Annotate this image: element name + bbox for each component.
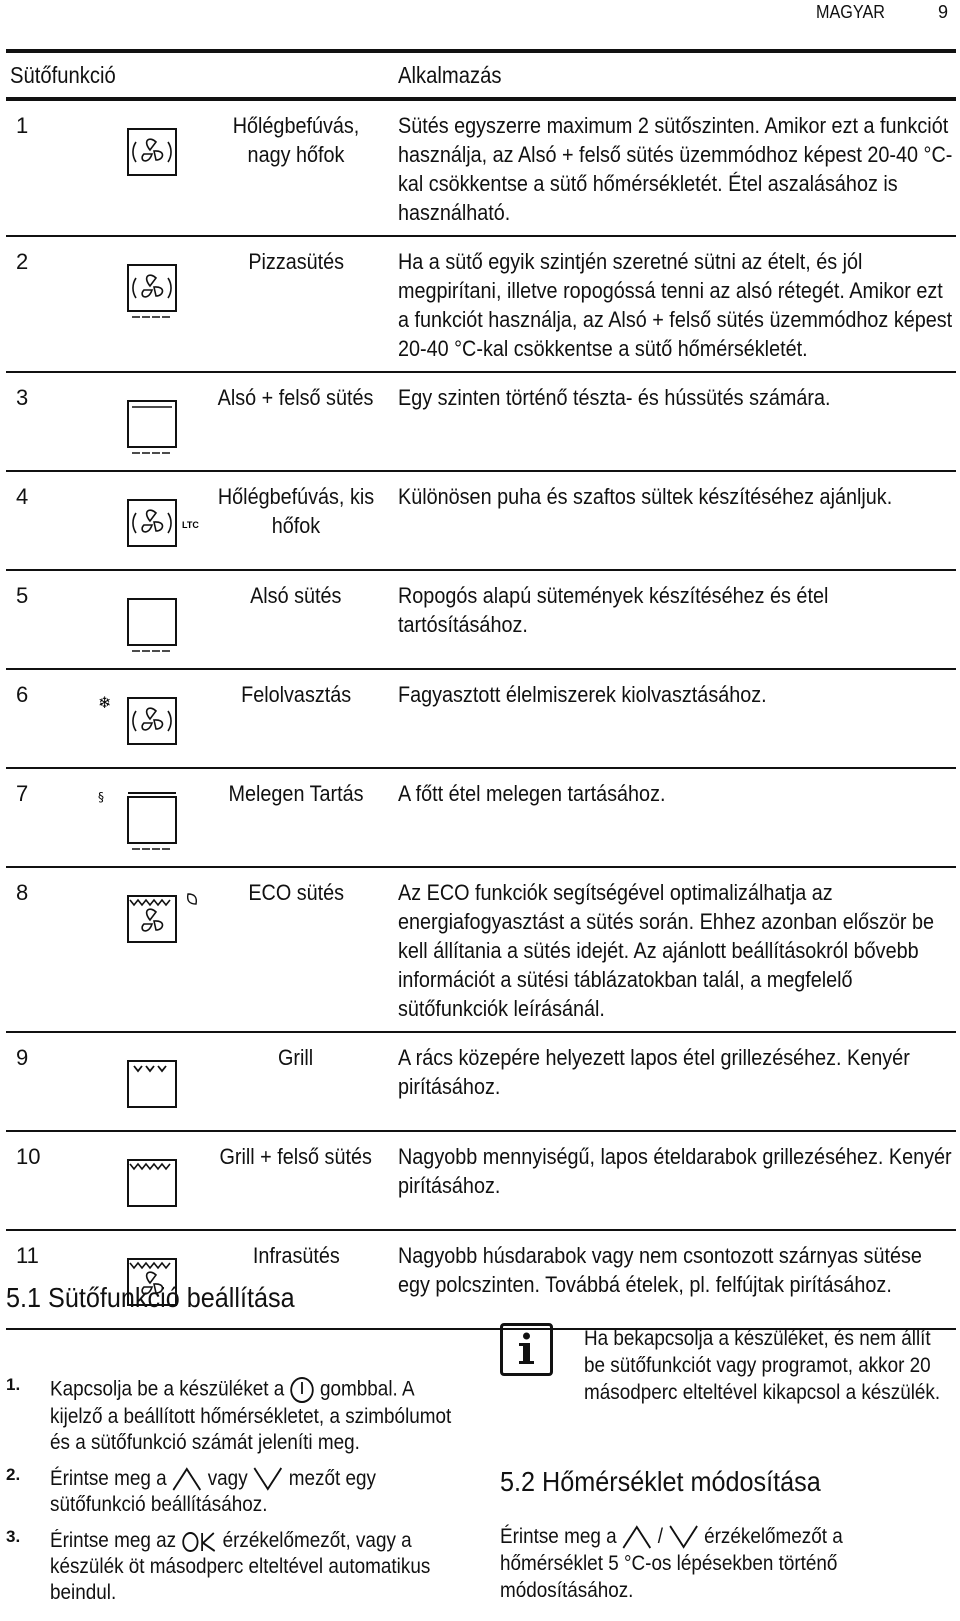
function-icon-cell	[96, 471, 206, 570]
bottom-heat-icon	[96, 591, 206, 660]
function-name-text: Felolvasztás	[240, 682, 352, 707]
function-icon-cell	[96, 236, 206, 372]
grill-icon	[96, 1053, 206, 1122]
power-icon	[290, 1376, 315, 1404]
section-title: Sütőfunkció beállítása	[48, 1282, 295, 1313]
function-application	[386, 236, 956, 372]
application-text: A főtt étel melegen tartásához.	[398, 781, 666, 806]
svg-text:LTC: LTC	[182, 520, 199, 530]
function-number: 4	[6, 471, 96, 570]
function-number: 1	[6, 99, 96, 236]
page-number: 9	[938, 2, 949, 22]
section-5-2-heading	[500, 1466, 856, 1498]
function-application	[386, 867, 956, 1032]
application-text: Ha a sütő egyik szintjén szeretné sütni az ételt, és jól megpirítani, illetve ropogóssá tenni az alsó rétegét. Amikor ezt a funkciót használja, az Alsó + felső sütés üzemmódhoz képest 20-40 °C-kal csökkentse a sütő hőmérsékletét.	[398, 249, 953, 361]
table-row	[6, 867, 956, 1032]
info-note	[584, 1325, 956, 1406]
function-application	[386, 1032, 956, 1131]
col-function-header: Sütőfunkció	[6, 51, 386, 99]
function-name	[206, 372, 386, 471]
table-row	[6, 669, 956, 768]
function-name-text: Hőlégbefúvás, kis hőfok	[217, 484, 375, 538]
table-row	[6, 570, 956, 669]
function-number: 6	[6, 669, 96, 768]
application-text: Az ECO funkciók segítségével optimalizálhatja az energiafogyasztást a sütés során. Ehhez azonban először be kell állítania a sütés idejét. Az ajánlott beállításokról bővebb információt a sütési táblázatokban talál, a megfelelő sütőfunkciók leírásánál.	[398, 880, 935, 1021]
table-row	[6, 372, 956, 471]
application-text: A rács közepére helyezett lapos étel grillezéséhez. Kenyér pirításához.	[398, 1045, 910, 1099]
function-icon-cell	[96, 1230, 206, 1329]
function-icon-cell	[96, 372, 206, 471]
fan-ring-icon	[96, 121, 206, 190]
function-number: 8	[6, 867, 96, 1032]
step-text: Érintse meg a	[50, 1467, 167, 1490]
step-text: vagy	[207, 1467, 248, 1490]
function-number: 2	[6, 236, 96, 372]
chevron-up-icon	[172, 1466, 203, 1492]
fan-ltc-icon	[96, 492, 206, 561]
function-number: 9	[6, 1032, 96, 1131]
function-application	[386, 768, 956, 867]
chevron-up-icon	[622, 1524, 653, 1550]
grill-top-heat-icon	[96, 1152, 206, 1221]
step-number: 2.	[6, 1465, 21, 1484]
info-icon	[500, 1323, 553, 1376]
step-number: 3.	[6, 1527, 21, 1547]
para-text: érzékelőmezőt a hőmérséklet 5 °C-os lépésekben történő módosításához.	[500, 1525, 843, 1603]
function-name	[206, 236, 386, 372]
section-number: 5.1	[6, 1282, 42, 1313]
step-3	[6, 1528, 456, 1606]
application-text: Ropogós alapú sütemények készítéséhez és étel tartósításához.	[398, 583, 829, 637]
step-2	[6, 1466, 456, 1518]
function-name	[206, 669, 386, 768]
function-number: 11	[6, 1230, 96, 1329]
table-row	[6, 471, 956, 570]
function-icon-cell	[96, 669, 206, 768]
function-name-text: Alsó sütés	[250, 583, 342, 608]
function-application	[386, 471, 956, 570]
function-application	[386, 570, 956, 669]
note-text: Ha bekapcsolja a készüléket, és nem állít be sütőfunkciót vagy programot, akkor 20 másodperc elteltével kikapcsol a készülék.	[584, 1327, 941, 1404]
function-name	[206, 867, 386, 1032]
chevron-down-icon	[253, 1466, 284, 1492]
table-row	[6, 236, 956, 372]
function-icon-cell	[96, 768, 206, 867]
function-name-text: Hőlégbefúvás, nagy hőfok	[232, 113, 360, 167]
function-number: 5	[6, 570, 96, 669]
function-number: 10	[6, 1131, 96, 1230]
function-icon-cell	[96, 1131, 206, 1230]
function-name-text: Melegen Tartás	[228, 781, 364, 806]
function-icon-cell	[96, 99, 206, 236]
function-name	[206, 768, 386, 867]
top-bottom-heat-icon	[96, 393, 206, 462]
function-name-text: Pizzasütés	[248, 249, 344, 274]
table-row	[6, 1131, 956, 1230]
chevron-down-icon	[668, 1524, 699, 1550]
defrost-icon	[96, 690, 206, 759]
function-application	[386, 1230, 956, 1329]
function-name	[206, 99, 386, 236]
step-text: gombbal. A kijelző a beállított hőmérsékletet, a szimbólumot és a sütőfunkció számát jeleníti meg.	[50, 1377, 452, 1454]
table-row	[6, 1230, 956, 1329]
table-row	[6, 99, 956, 236]
para-text: /	[657, 1525, 663, 1548]
step-1	[6, 1376, 456, 1456]
temperature-paragraph	[500, 1523, 950, 1604]
function-number: 3	[6, 372, 96, 471]
function-icon-cell	[96, 570, 206, 669]
function-name-text: Grill	[278, 1045, 314, 1070]
function-number: 7	[6, 768, 96, 867]
ok-icon	[181, 1531, 217, 1553]
svg-text:❄: ❄	[98, 693, 112, 712]
col-application-header: Alkalmazás	[386, 51, 956, 99]
step-text: mezőt egy sütőfunkció beállításához.	[50, 1467, 376, 1517]
step-text: érzékelőmezőt, vagy a készülék öt másodperc elteltével automatikus beindul.	[50, 1529, 431, 1605]
section-number: 5.2	[500, 1466, 536, 1497]
table-header-row	[6, 51, 956, 99]
page-header	[0, 0, 960, 30]
function-application	[386, 99, 956, 236]
function-name-text: Alsó + felső sütés	[218, 385, 374, 410]
function-name-text: Infrasütés	[252, 1243, 340, 1268]
oven-functions-table	[6, 49, 956, 1330]
function-application	[386, 669, 956, 768]
function-icon-cell	[96, 867, 206, 1032]
section-title: Hőmérséklet módosítása	[542, 1466, 821, 1497]
application-text: Fagyasztott élelmiszerek kiolvasztásához.	[398, 682, 767, 707]
step-text: Érintse meg az	[50, 1529, 177, 1553]
eco-icon	[96, 888, 206, 957]
keep-warm-icon	[96, 789, 206, 858]
section-5-1-heading	[6, 1282, 327, 1314]
function-name-text: Grill + felső sütés	[219, 1144, 373, 1169]
table-row	[6, 768, 956, 867]
function-name	[206, 570, 386, 669]
para-text: Érintse meg a	[500, 1525, 617, 1548]
application-text: Nagyobb mennyiségű, lapos ételdarabok grillezéséhez. Kenyér pirításához.	[398, 1144, 952, 1198]
fan-bottom-icon	[96, 257, 206, 326]
svg-text:§: §	[98, 790, 104, 804]
function-name	[206, 1230, 386, 1329]
application-text: Nagyobb húsdarabok vagy nem csontozott szárnyas sütése egy polcszinten. Továbbá ételek, pl. felfújtak pirításához.	[398, 1243, 922, 1297]
function-application	[386, 1131, 956, 1230]
language-label: MAGYAR	[816, 2, 886, 22]
function-application	[386, 372, 956, 471]
function-name	[206, 1032, 386, 1131]
application-text: Sütés egyszerre maximum 2 sütőszinten. Amikor ezt a funkciót használja, az Alsó + felső sütés üzemmódhoz képest 20-40 °C-kal csökkentse a sütő hőmérsékletét. Étel aszalásához is használható.	[398, 113, 953, 225]
function-name	[206, 471, 386, 570]
setup-steps	[6, 1376, 456, 1616]
step-number: 1.	[6, 1375, 21, 1394]
application-text: Különösen puha és szaftos sültek készítéséhez ajánljuk.	[398, 484, 893, 509]
function-name-text: ECO sütés	[248, 880, 344, 905]
application-text: Egy szinten történő tészta- és hússütés számára.	[398, 385, 831, 410]
step-text: Kapcsolja be a készüléket a	[50, 1377, 285, 1401]
table-row	[6, 1032, 956, 1131]
function-name	[206, 1131, 386, 1230]
function-icon-cell	[96, 1032, 206, 1131]
